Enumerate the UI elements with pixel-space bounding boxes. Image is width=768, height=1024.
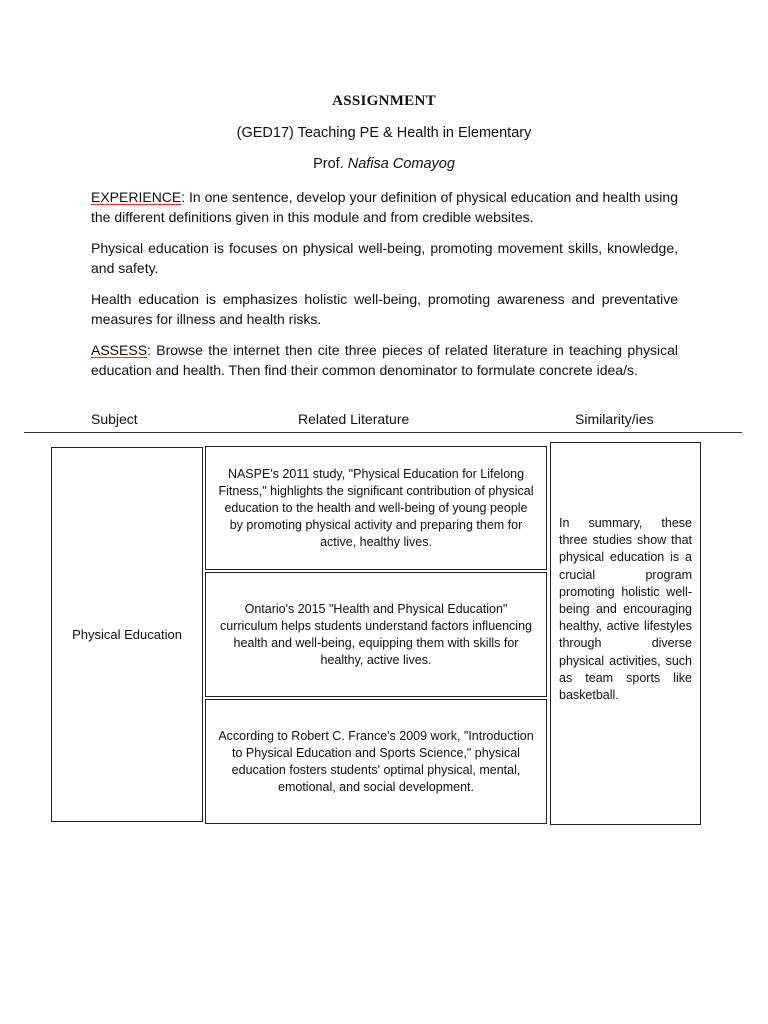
header-literature: Related Literature [298, 411, 410, 427]
subject-label: Physical Education [72, 627, 182, 642]
literature-text-1: NASPE's 2011 study, "Physical Education for Lifelong Fitness," highlights the significant contribution of physical education to the health and well-being of young people by promoting physical activity and preparing them for active, healthy lives. [218, 466, 534, 549]
similarity-cell [550, 442, 701, 825]
experience-paragraph [91, 188, 678, 227]
assess-prompt: : Browse the internet then cite three pieces of related literature in teaching physical education and health. Then find their common denominator to formulate concrete idea/s. [91, 342, 678, 378]
similarity-text: In summary, these three studies show that physical education is a crucial program promoting holistic well-being and encouraging healthy, active lifestyles through diverse physical activities, such as team sports like basketball. [559, 516, 692, 703]
course-title: (GED17) Teaching PE & Health in Elementary [236, 125, 532, 141]
professor-line [0, 156, 768, 172]
experience-label: EXPERIENCE [91, 189, 182, 205]
pe-definition: Physical education is focuses on physical well-being, promoting movement skills, knowledge, and safety. [91, 240, 678, 276]
assess-label: ASSESS [91, 342, 148, 358]
literature-cell-2 [205, 572, 547, 697]
professor-name: Nafisa Comayog [347, 156, 455, 172]
experience-prompt: : In one sentence, develop your definition of physical education and health using the different definitions given in this module and from credible websites. [91, 189, 678, 225]
header-rule [24, 432, 742, 433]
assess-paragraph [91, 341, 678, 380]
literature-cell-1 [205, 446, 547, 570]
literature-text-3: According to Robert C. France's 2009 work, "Introduction to Physical Education and Sports Science," physical education fosters students' optimal physical, mental, emotional, and social development. [218, 728, 534, 794]
literature-text-2: Ontario's 2015 "Health and Physical Education" curriculum helps students understand factors influencing health and well-being, equipping them with skills for healthy, active lives. [220, 601, 532, 667]
assignment-title: ASSIGNMENT [332, 93, 436, 109]
health-definition: Health education is emphasizes holistic well-being, promoting awareness and preventative measures for illness and health risks. [91, 291, 678, 327]
header-subject: Subject [91, 411, 138, 427]
professor-prefix: Prof. [313, 156, 348, 172]
header-similarity: Similarity/ies [575, 411, 654, 427]
subject-cell [51, 447, 203, 822]
literature-cell-3 [205, 699, 547, 824]
